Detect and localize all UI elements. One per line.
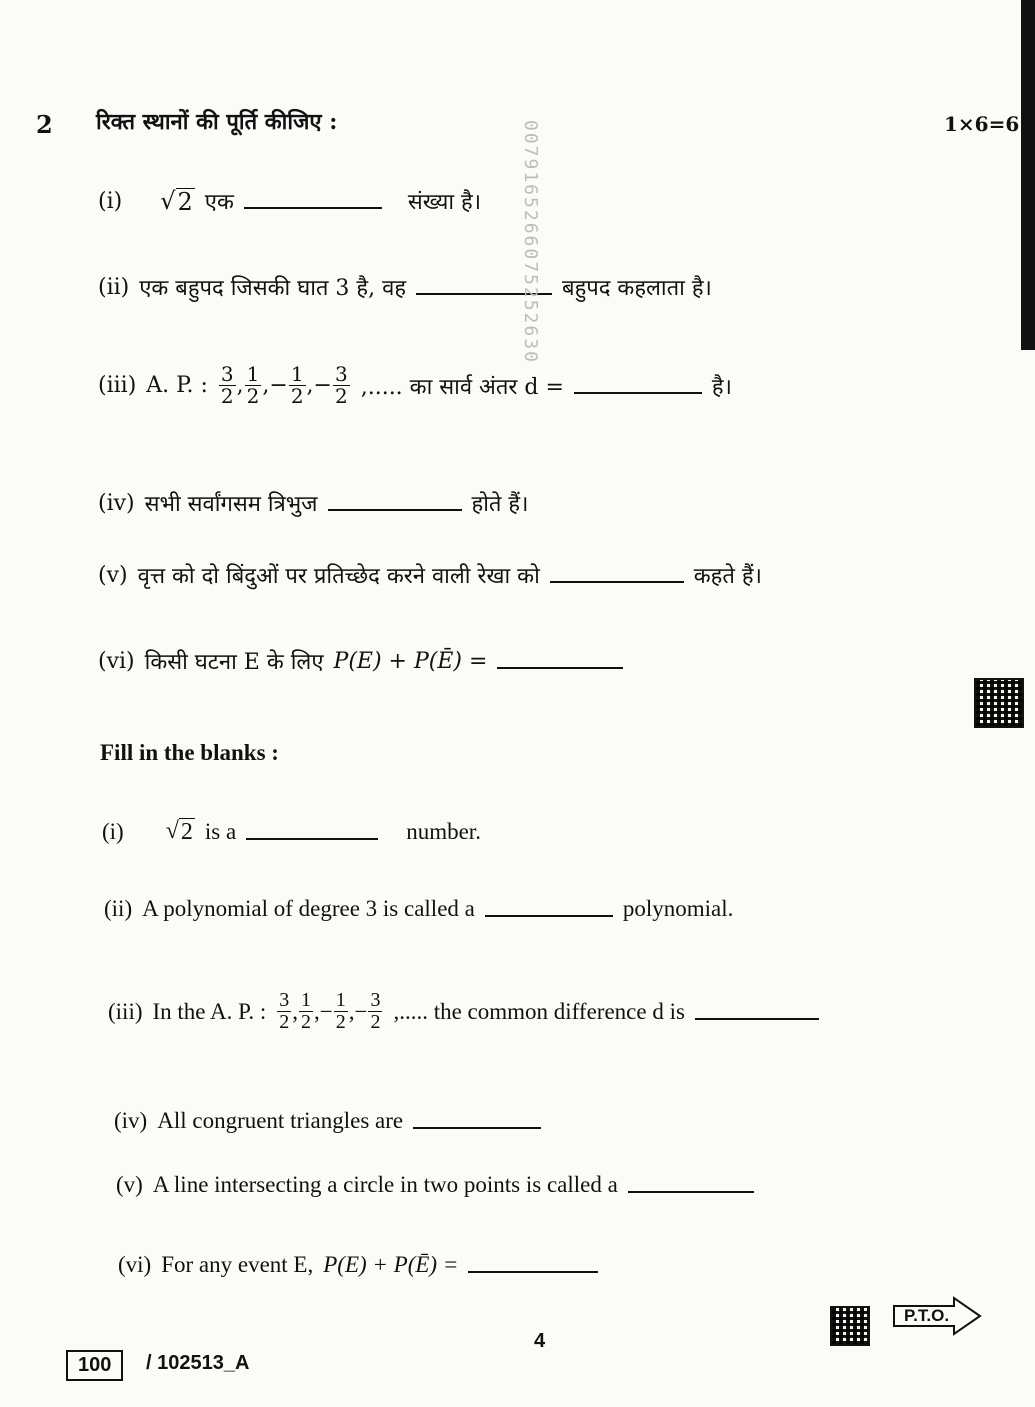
item-text: For any event E, — [161, 1252, 314, 1277]
probability-expression: P(E) + P(Ē) = — [323, 1252, 459, 1277]
pto-label: P.T.O. — [904, 1306, 950, 1325]
blank-line — [695, 1018, 819, 1020]
item-text-post: polynomial. — [622, 896, 734, 921]
hindi-item-5 — [98, 560, 762, 590]
item-text-mid: ,..... का सार्व अंतर d = — [360, 374, 564, 400]
english-item-4 — [114, 1108, 541, 1134]
blank-line — [628, 1191, 754, 1193]
item-text: All congruent triangles are — [157, 1108, 404, 1133]
item-text: is a — [204, 818, 237, 844]
hindi-item-2 — [98, 272, 712, 302]
item-text-post: है। — [711, 374, 732, 400]
pto-arrow — [892, 1296, 982, 1336]
hindi-item-3 — [98, 364, 732, 407]
item-text: वृत्त को दो बिंदुओं पर प्रतिच्छेद करने वाली रेखा को — [137, 564, 540, 589]
fraction: $\frac{1}{2}$ — [290, 362, 304, 408]
blank-line — [413, 1127, 541, 1129]
item-text-post: number. — [406, 818, 481, 844]
blank-line — [497, 667, 623, 669]
english-item-1 — [102, 818, 481, 845]
item-label: (v) — [98, 562, 128, 588]
item-label: (vi) — [118, 1252, 152, 1277]
fraction: $\frac{1}{2}$ — [246, 362, 260, 408]
item-label: (iv) — [98, 490, 135, 516]
item-text: सभी सर्वांगसम त्रिभुज — [144, 492, 318, 517]
blank-line — [574, 392, 702, 394]
fraction: $\frac{1}{2}$ — [300, 989, 311, 1033]
english-item-5 — [116, 1172, 754, 1198]
english-item-6 — [118, 1252, 598, 1278]
ap-sequence: $\frac{3}{2}$ , $\frac{1}{2}$ , − $\frac{1}{2}$ , − $\frac{3}{2}$ — [279, 989, 381, 1033]
footer-box: 100 — [66, 1350, 123, 1381]
item-label: (iii) — [108, 998, 143, 1024]
item-text-post: होते हैं। — [471, 492, 529, 517]
fraction: $\frac{1}{2}$ — [335, 989, 346, 1033]
sqrt-two: √ 2 — [160, 187, 193, 216]
item-label: (v) — [116, 1172, 143, 1197]
footer-code: / 102513_A — [146, 1352, 250, 1374]
english-item-2 — [104, 896, 733, 922]
heading-hindi: रिक्त स्थानों की पूर्ति कीजिए : — [96, 109, 338, 135]
sqrt-two: √ 2 — [165, 818, 193, 845]
item-text: A line intersecting a circle in two points is called a — [152, 1172, 618, 1197]
blank-line — [246, 838, 378, 840]
marks: 1×6=6 — [944, 112, 1020, 136]
fraction: $\frac{3}{2}$ — [220, 362, 234, 408]
hindi-item-6 — [98, 646, 623, 676]
item-text-post: कहते हैं। — [693, 564, 762, 589]
scan-edge — [1021, 0, 1035, 350]
hindi-item-1 — [98, 186, 481, 216]
item-label: (ii) — [98, 274, 130, 300]
hindi-item-4 — [98, 488, 528, 518]
item-text-mid: ,..... the common difference d is — [393, 998, 685, 1024]
item-label: (i) — [102, 818, 124, 844]
item-text: एक — [204, 190, 234, 215]
item-text-post: बहुपद कहलाता है। — [562, 276, 712, 301]
item-text-post: संख्या है। — [407, 190, 482, 215]
blank-line — [468, 1271, 598, 1273]
question-number: 2 — [36, 110, 53, 139]
qr-code-small — [830, 1306, 870, 1346]
item-text: A. P. : — [146, 373, 208, 398]
blank-line — [244, 207, 382, 209]
item-label: (vi) — [98, 648, 135, 674]
item-label: (iii) — [98, 373, 137, 398]
heading-english: Fill in the blanks : — [100, 740, 279, 765]
blank-line — [328, 509, 462, 511]
blank-line — [485, 915, 613, 917]
item-label: (iv) — [114, 1108, 148, 1133]
item-text: किसी घटना E के लिए — [144, 650, 324, 675]
fraction: $\frac{3}{2}$ — [334, 362, 348, 408]
page-number: 4 — [534, 1330, 546, 1352]
english-item-3 — [108, 990, 819, 1033]
ap-sequence: $\frac{3}{2}$ , $\frac{1}{2}$ , − $\frac{1}{2}$ , − $\frac{3}{2}$ — [220, 362, 348, 408]
fraction: $\frac{3}{2}$ — [279, 989, 290, 1033]
blank-line — [550, 581, 684, 583]
item-text: एक बहुपद जिसकी घात 3 है, वह — [139, 276, 407, 301]
item-text: A polynomial of degree 3 is called a — [142, 896, 475, 921]
item-label: (ii) — [104, 896, 133, 921]
item-text: In the A. P. : — [152, 998, 267, 1024]
item-label: (i) — [98, 188, 123, 214]
qr-code — [974, 678, 1024, 728]
probability-expression: P(E) + P(Ē) = — [333, 648, 488, 674]
watermark-text: 0079165266075252630 — [520, 120, 541, 364]
fraction: $\frac{3}{2}$ — [370, 989, 381, 1033]
